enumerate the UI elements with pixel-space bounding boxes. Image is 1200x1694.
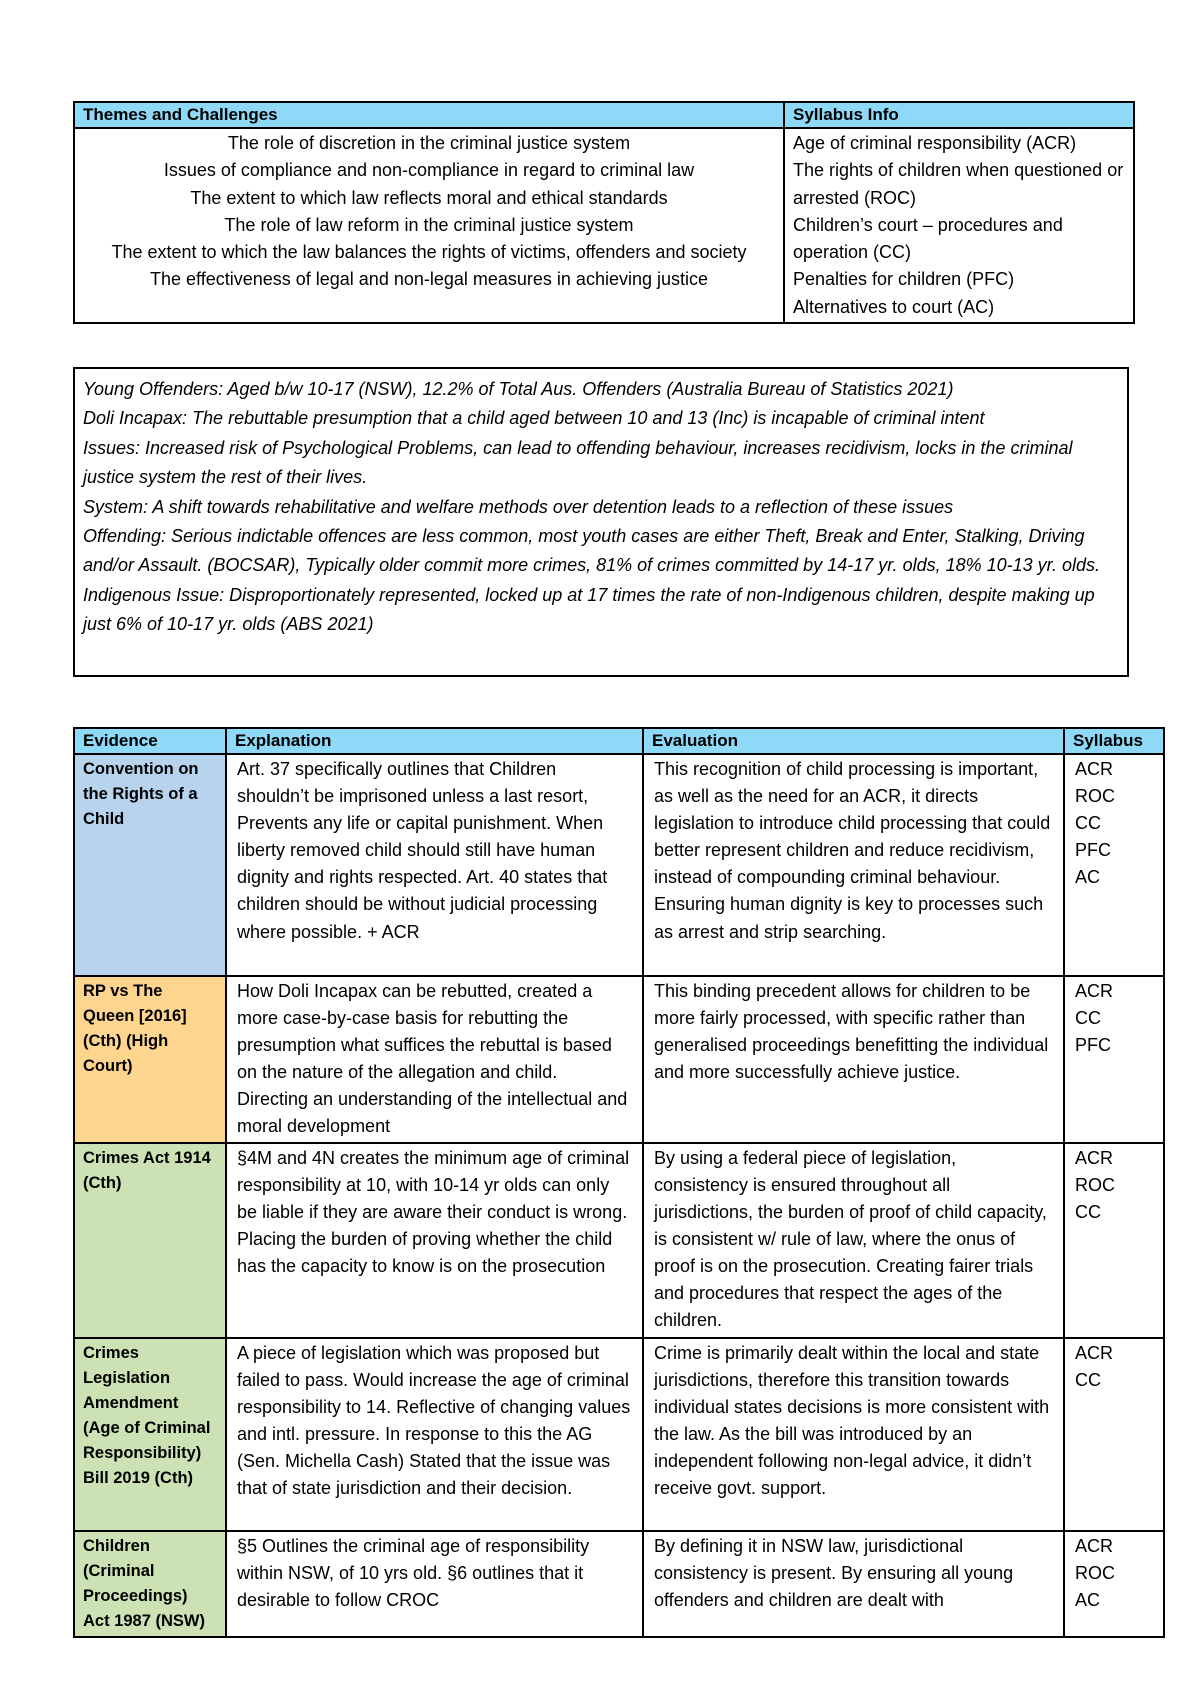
- syllabus-info-list: [784, 128, 1134, 323]
- syllabus-code: CC: [1075, 1008, 1101, 1029]
- syllabus-cell: [1064, 1531, 1164, 1637]
- evidence-table-header: [74, 728, 1164, 754]
- summary-box: [73, 367, 1129, 677]
- syllabus-cell: [1064, 976, 1164, 1143]
- themes-list: [74, 128, 784, 323]
- syllabus-code: PFC: [1075, 840, 1111, 861]
- theme-item: The role of law reform in the criminal justice system: [224, 214, 634, 235]
- syllabus-info-item: Alternatives to court (AC): [793, 296, 995, 317]
- syllabus-code: CC: [1075, 1369, 1101, 1390]
- evidence-header: Evidence: [74, 728, 226, 754]
- evaluation-cell: By defining it in NSW law, jurisdictional consistency is present. By ensuring all young offenders and children are dealt with: [643, 1531, 1064, 1637]
- explanation-cell: How Doli Incapax can be rebutted, created a more case-by-case basis for rebutting the presumption what suffices the rebuttal is based on the nature of the allegation and child. Directing an understanding of the intellectual and moral development: [226, 976, 643, 1143]
- evaluation-cell: This binding precedent allows for children to be more fairly processed, with specific rather than generalised proceedings benefitting the individual and more successfully achieve justice.: [643, 976, 1064, 1143]
- syllabus-code: ACR: [1075, 1535, 1114, 1556]
- evaluation-cell: This recognition of child processing is important, as well as the need for an ACR, it directs legislation to introduce child processing that could better represent children and reduce recidivism, instead of compounding criminal behaviour. Ensuring human dignity is key to processes such as arrest and strip searching.: [643, 754, 1064, 976]
- table-row: [74, 1531, 1164, 1637]
- syllabus-info-item: Age of criminal responsibility (ACR): [793, 133, 1077, 153]
- syllabus-code: ACR: [1075, 1147, 1114, 1168]
- evidence-cell: RP vs The Queen [2016] (Cth) (High Court): [74, 976, 226, 1143]
- evidence-cell: Convention on the Rights of a Child: [74, 754, 226, 976]
- evaluation-header: Evaluation: [643, 728, 1064, 754]
- summary-line-offending: Offending: Serious indictable offences are less common, most youth cases are either Theft, Break and Enter, Stalking, Driving and/or Assault. (BOCSAR), Typically older commit more crimes, 81% of crimes committed by 14-17 yr. olds, 18% 10-13 yr. olds.: [83, 526, 1100, 576]
- themes-header: Themes and Challenges: [74, 102, 784, 128]
- syllabus-code: AC: [1075, 1589, 1101, 1610]
- syllabus-info-item: The rights of children when questioned or arrested (ROC): [793, 160, 1124, 208]
- syllabus-code: ROC: [1075, 1562, 1115, 1583]
- evaluation-cell: By using a federal piece of legislation, consistency is ensured throughout all jurisdictions, the burden of proof of child capacity, is consistent w/ rule of law, where the onus of proof is on the prosecution. Creating fairer trials and procedures that respect the ages of the children.: [643, 1143, 1064, 1338]
- theme-item: The role of discretion in the criminal justice system: [227, 133, 631, 153]
- syllabus-header: Syllabus: [1064, 728, 1164, 754]
- explanation-cell: A piece of legislation which was proposed but failed to pass. Would increase the age of criminal responsibility to 14. Reflective of changing values and intl. pressure. In response to this the AG (Sen. Michella Cash) Stated that the issue was that of state jurisdiction and their decision.: [226, 1338, 643, 1531]
- table-row: [74, 976, 1164, 1143]
- syllabus-cell: [1064, 1338, 1164, 1531]
- themes-table-header: [74, 102, 1134, 128]
- explanation-cell: Art. 37 specifically outlines that Children shouldn’t be imprisoned unless a last resort, Prevents any life or capital punishment. When liberty removed child should still have human dignity and rights respected. Art. 40 states that children should be without judicial processing where possible. + ACR: [226, 754, 643, 976]
- syllabus-info-item: Children’s court – procedures and operation (CC): [793, 214, 1063, 263]
- explanation-header: Explanation: [226, 728, 643, 754]
- summary-line-young-offenders: Young Offenders: Aged b/w 10-17 (NSW), 12.2% of Total Aus. Offenders (Australia Bureau of Statistics 2021): [83, 379, 954, 399]
- syllabus-info-header: Syllabus Info: [784, 102, 1134, 128]
- theme-item: The extent to which law reflects moral and ethical standards: [190, 187, 668, 208]
- syllabus-code: PFC: [1075, 1035, 1111, 1056]
- syllabus-code: ROC: [1075, 786, 1115, 807]
- summary-line-system: System: A shift towards rehabilitative and welfare methods over detention leads to a reflection of these issues: [83, 496, 954, 517]
- evaluation-cell: Crime is primarily dealt within the local and state jurisdictions, therefore this transition towards individual states decisions is more consistent with the law. As the bill was introduced by an independent following non-legal advice, it didn’t receive govt. support.: [643, 1338, 1064, 1531]
- syllabus-code: ACR: [1075, 759, 1114, 779]
- syllabus-info-item: Penalties for children (PFC): [793, 269, 1015, 290]
- summary-line-indigenous-issue: Indigenous Issue: Disproportionately represented, locked up at 17 times the rate of non-Indigenous children, despite making up just 6% of 10-17 yr. olds (ABS 2021): [83, 584, 1095, 635]
- theme-item: Issues of compliance and non-compliance in regard to criminal law: [163, 160, 695, 181]
- syllabus-cell: [1064, 1143, 1164, 1338]
- table-row: [74, 1338, 1164, 1531]
- summary-line-doli-incapax: Doli Incapax: The rebuttable presumption that a child aged between 10 and 13 (Inc) is incapable of criminal intent: [83, 408, 985, 429]
- syllabus-code: CC: [1075, 813, 1101, 834]
- syllabus-code: ACR: [1075, 981, 1114, 1001]
- evidence-cell: Crimes Act 1914 (Cth): [74, 1143, 226, 1338]
- syllabus-code: CC: [1075, 1201, 1101, 1222]
- summary-line-issues: Issues: Increased risk of Psychological Problems, can lead to offending behaviour, increases recidivism, locks in the criminal justice system the rest of their lives.: [83, 437, 1073, 488]
- explanation-cell: §5 Outlines the criminal age of responsibility within NSW, of 10 yrs old. §6 outlines that it desirable to follow CROC: [226, 1531, 643, 1637]
- syllabus-code: ROC: [1075, 1174, 1115, 1195]
- table-row: [74, 1143, 1164, 1338]
- evidence-table: [73, 727, 1165, 1638]
- syllabus-code: ACR: [1075, 1342, 1114, 1363]
- themes-table: [73, 101, 1135, 324]
- evidence-cell: Crimes Legislation Amendment (Age of Criminal Responsibility) Bill 2019 (Cth): [74, 1338, 226, 1531]
- syllabus-cell: [1064, 754, 1164, 976]
- table-row: [74, 754, 1164, 976]
- evidence-cell: Children (Criminal Proceedings) Act 1987 (NSW): [74, 1531, 226, 1637]
- explanation-cell: §4M and 4N creates the minimum age of criminal responsibility at 10, with 10-14 yr olds can only be liable if they are aware their conduct is wrong. Placing the burden of proving whether the child has the capacity to know is on the prosecution: [226, 1143, 643, 1338]
- syllabus-code: AC: [1075, 867, 1101, 888]
- theme-item: The extent to which the law balances the rights of victims, offenders and society: [111, 242, 747, 263]
- theme-item: The effectiveness of legal and non-legal measures in achieving justice: [150, 269, 708, 290]
